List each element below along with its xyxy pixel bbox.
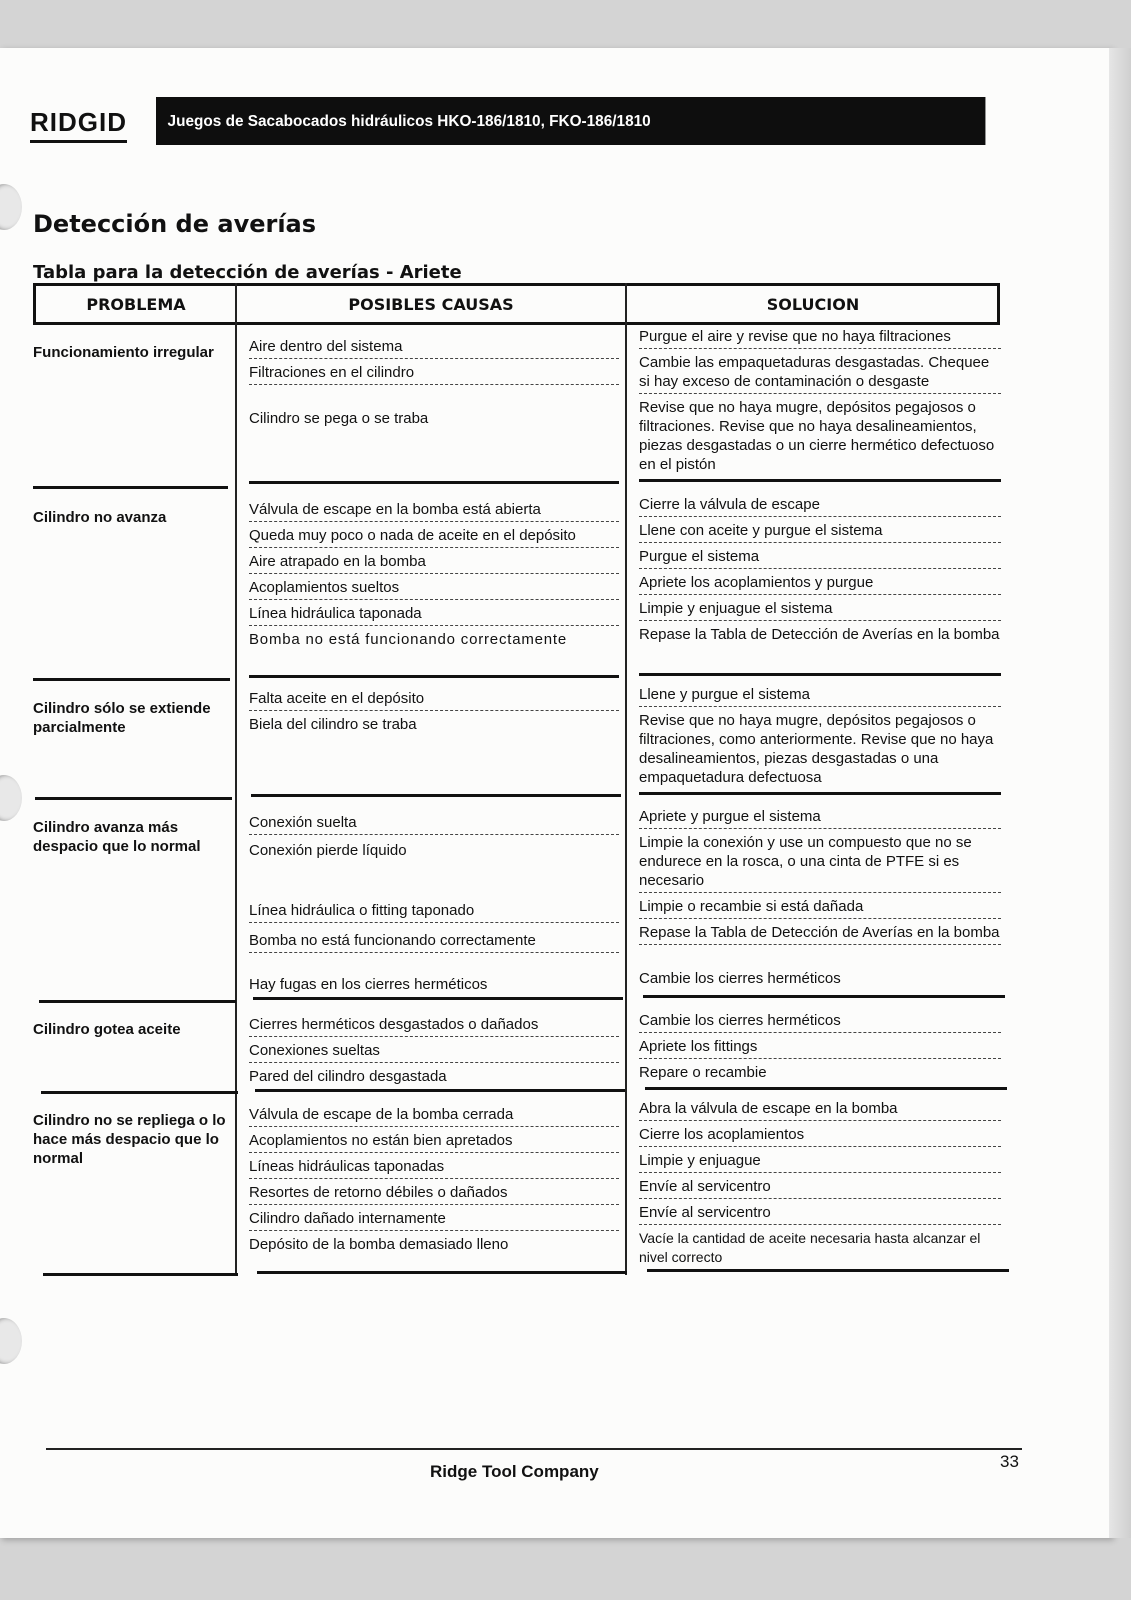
cause-5-2: Conexiones sueltas <box>249 1041 619 1063</box>
rule-solution-4 <box>643 995 1005 998</box>
problem-3: Cilindro sólo se extiende parcialmente <box>33 700 211 736</box>
footer-rule <box>46 1448 1022 1450</box>
ridgid-logo: RIDGID <box>30 107 127 143</box>
solution-2-6: Repase la Tabla de Detección de Averías en la bomba <box>639 626 1000 643</box>
solution-2-2: Llene con aceite y purgue el sistema <box>639 521 1001 543</box>
rule-problem-6 <box>43 1273 238 1276</box>
rule-problem-1 <box>33 486 228 489</box>
solution-5-3: Repare o recambie <box>639 1064 767 1081</box>
solution-1-2: Cambie las empaquetaduras desgastadas. Chequee si hay exceso de contaminación o desgaste <box>639 353 1001 394</box>
cause-5-3: Pared del cilindro desgastada <box>249 1068 447 1085</box>
solution-5-2: Apriete los fittings <box>639 1037 1001 1059</box>
cause-2-3: Aire atrapado en la bomba <box>249 552 619 574</box>
solution-6-3: Limpie y enjuague <box>639 1151 1001 1173</box>
cause-1-1: Aire dentro del sistema <box>249 337 619 359</box>
solution-6-4: Envíe al servicentro <box>639 1177 1001 1199</box>
rule-causes-5 <box>255 1089 625 1092</box>
rule-solution-6 <box>647 1269 1009 1272</box>
cause-6-6: Depósito de la bomba demasiado lleno <box>249 1236 509 1253</box>
solution-4-4: Repase la Tabla de Detección de Averías en la bomba <box>639 923 1001 945</box>
rule-causes-3 <box>251 794 621 797</box>
rule-problem-5 <box>41 1091 238 1094</box>
problem-1: Funcionamiento irregular <box>33 344 214 361</box>
header-solution: SOLUCION <box>766 295 860 314</box>
problem-2: Cilindro no avanza <box>33 509 167 526</box>
page-title: Detección de averías <box>33 210 317 238</box>
cause-1-2: Filtraciones en el cilindro <box>249 363 619 385</box>
rule-problem-3 <box>35 797 232 800</box>
rule-solution-1 <box>639 479 1001 482</box>
problem-4: Cilindro avanza más despacio que lo normal <box>33 819 201 855</box>
solution-6-1: Abra la válvula de escape en la bomba <box>639 1099 1001 1121</box>
troubleshooting-table <box>33 283 1023 1283</box>
solution-6-2: Cierre los acoplamientos <box>639 1125 1001 1147</box>
cause-6-1: Válvula de escape de la bomba cerrada <box>249 1105 619 1127</box>
page-number: 33 <box>1000 1452 1019 1471</box>
solution-4-3: Limpie o recambie si está dañada <box>639 897 1001 919</box>
cause-4-1: Conexión suelta <box>249 813 619 835</box>
cause-2-1: Válvula de escape en la bomba está abierta <box>249 500 619 522</box>
sheet-edge <box>1109 48 1131 1538</box>
problem-6: Cilindro no se repliega o lo hace más despacio que lo normal <box>33 1112 226 1167</box>
cause-4-4: Bomba no está funcionando correctamente <box>249 931 619 953</box>
solution-4-1: Apriete y purgue el sistema <box>639 807 1001 829</box>
footer-company: Ridge Tool Company <box>430 1462 599 1481</box>
cause-6-2: Acoplamientos no están bien apretados <box>249 1131 619 1153</box>
solution-4-2: Limpie la conexión y use un compuesto que no se endurece en la rosca, o una cinta de PTFE si es necesario <box>639 833 1001 893</box>
solution-6-5: Envíe al servicentro <box>639 1203 1001 1225</box>
solution-3-1: Llene y purgue el sistema <box>639 685 1001 707</box>
solution-1-1: Purgue el aire y revise que no haya filtraciones <box>639 327 1001 349</box>
rule-problem-4 <box>39 1000 236 1003</box>
cause-2-4: Acoplamientos sueltos <box>249 578 619 600</box>
header-causes: POSIBLES CAUSAS <box>348 295 514 314</box>
header-problem: PROBLEMA <box>86 295 186 314</box>
solution-2-3: Purgue el sistema <box>639 547 1001 569</box>
cause-6-4: Resortes de retorno débiles o dañados <box>249 1183 619 1205</box>
rule-causes-1 <box>249 481 619 484</box>
solution-3-2: Revise que no haya mugre, depósitos pegajosos o filtraciones, como anteriormente. Revise que no haya desalineamientos, piezas desgastadas o una empaquetadura defectuosa <box>639 712 994 786</box>
cause-1-3: Cilindro se pega o se traba <box>249 410 429 427</box>
column-divider-2 <box>625 283 627 1275</box>
solution-2-1: Cierre la válvula de escape <box>639 495 1001 517</box>
cause-4-5: Hay fugas en los cierres herméticos <box>249 976 488 993</box>
cause-5-1: Cierres herméticos desgastados o dañados <box>249 1015 619 1037</box>
cause-2-5: Línea hidráulica taponada <box>249 604 619 626</box>
cause-3-2: Biela del cilindro se traba <box>249 716 417 733</box>
cause-2-6: Bomba no está funcionando correctamente <box>249 631 568 648</box>
column-divider-1 <box>235 283 237 1275</box>
header-banner: Juegos de Sacabocados hidráulicos HKO-186/1810, FKO-186/1810 <box>156 97 985 145</box>
rule-problem-2 <box>33 678 230 681</box>
solution-1-3: Revise que no haya mugre, depósitos pegajosos o filtraciones. Revise que no haya desalineamientos, piezas desgastadas o un cierre hermético defectuoso en el pistón <box>639 399 995 473</box>
solution-2-5: Limpie y enjuague el sistema <box>639 599 1001 621</box>
rule-solution-5 <box>645 1087 1007 1090</box>
solution-5-1: Cambie los cierres herméticos <box>639 1011 1001 1033</box>
solution-2-4: Apriete los acoplamientos y purgue <box>639 573 1001 595</box>
rule-causes-2 <box>249 675 619 678</box>
solution-4-5: Cambie los cierres herméticos <box>639 970 841 987</box>
solution-6-6: Vacíe la cantidad de aceite necesaria hasta alcanzar el nivel correcto <box>639 1230 981 1265</box>
cause-4-3: Línea hidráulica o fitting taponado <box>249 901 619 923</box>
rule-causes-4 <box>253 997 623 1000</box>
table-header <box>33 283 1000 325</box>
rule-solution-2 <box>639 673 1001 676</box>
rule-causes-6 <box>257 1271 627 1274</box>
cause-4-2: Conexión pierde líquido <box>249 842 407 859</box>
page-header <box>30 97 1020 147</box>
table-title: Tabla para la detección de averías - Ariete <box>33 262 462 283</box>
cause-6-3: Líneas hidráulicas taponadas <box>249 1157 619 1179</box>
rule-solution-3 <box>639 792 1001 795</box>
cause-6-5: Cilindro dañado internamente <box>249 1209 619 1231</box>
cause-3-1: Falta aceite en el depósito <box>249 689 619 711</box>
problem-5: Cilindro gotea aceite <box>33 1021 181 1038</box>
cause-2-2: Queda muy poco o nada de aceite en el depósito <box>249 526 619 548</box>
